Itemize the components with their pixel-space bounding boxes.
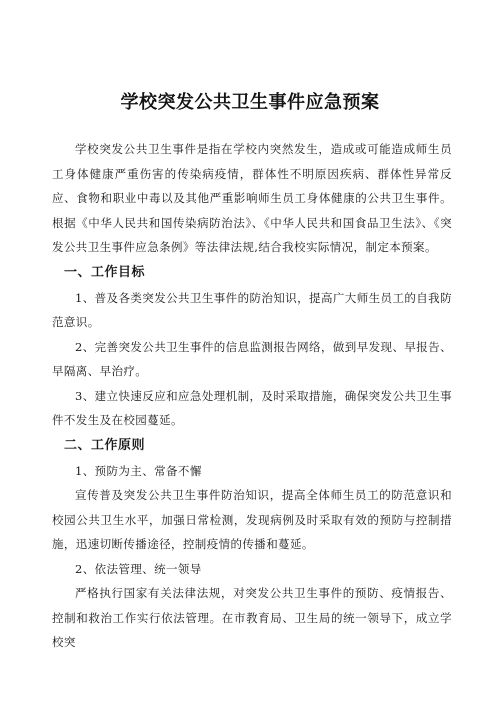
section-heading-goals: 一、工作目标: [64, 264, 146, 280]
principle-1-title: 1、预防为主、常备不懈: [75, 463, 202, 478]
principle-2-text: 严格执行国家有关法律法规，对突发公共卫生事件的预防、疫情报告、控制和救治工作实行依法管理。在市教育局、卫生局的统一领导下，成立学校突: [52, 586, 452, 649]
document-title: 学校突发公共卫生事件应急预案: [120, 92, 380, 113]
principle-2-title: 2、依法管理、统一领导: [75, 561, 202, 576]
document-body: [52, 137, 452, 655]
intro-paragraph: 学校突发公共卫生事件是指在学校内突然发生，造成或可能造成师生员工身体健康严重伤害的传染病疫情，群体性不明原因疾病、群体性异常反应、食物和职业中毒以及其他严重影响师生员工身体健康的公共卫生事件。根据《中华人民共和国传染病防治法》、《中华人民共和国食品卫生法》、《突发公共卫生事件应急条例》等法律法规,结合我校实际情况，制定本预案。: [52, 142, 452, 254]
goal-item-3: 3、建立快速反应和应急处理机制，及时采取措施，确保突发公共卫生事件不发生及在校园蔓延。: [52, 388, 452, 427]
goal-item-1: 1、普及各类突发公共卫生事件的防治知识，提高广大师生员工的自我防范意识。: [52, 290, 452, 329]
goal-item-2: 2、完善突发公共卫生事件的信息监测报告网络，做到早发现、早报告、早隔离、早治疗。: [52, 339, 452, 378]
principle-1-text: 宣传普及突发公共卫生事件防治知识，提高全体师生员工的防范意识和校园公共卫生水平，加强日常检测，发现病例及时采取有效的预防与控制措施，迅速切断传播途径，控制疫情的传播和蔓延。: [52, 488, 452, 551]
section-heading-principles: 二、工作原则: [64, 437, 146, 453]
